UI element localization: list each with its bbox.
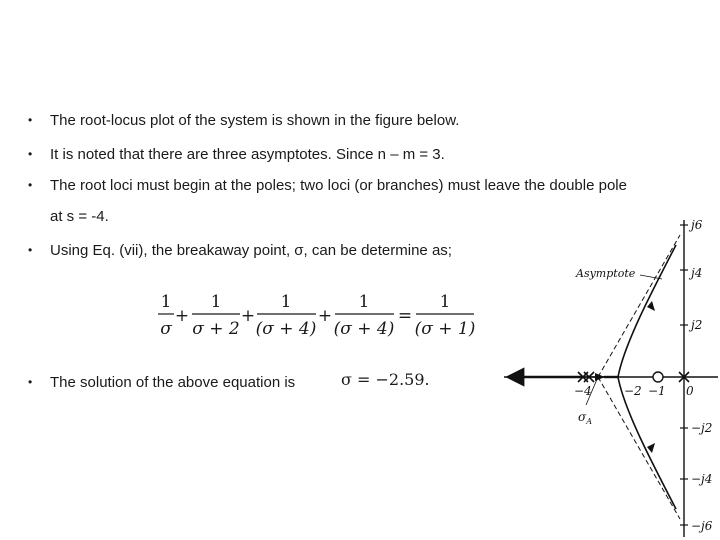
x-tick-label-neg2: −2 <box>624 384 642 398</box>
denominator: (σ + 1) <box>414 319 476 339</box>
bullet-item-5 <box>28 373 295 392</box>
denominator: σ + 2 <box>192 319 240 339</box>
operator: + <box>317 306 333 326</box>
operator: = <box>397 306 413 326</box>
numerator: 1 <box>160 292 172 312</box>
tick-label-neg-j2: −j2 <box>691 421 713 435</box>
zero-marker <box>653 372 663 382</box>
branch-arrow-upper <box>647 301 655 311</box>
x-tick-label-neg1: −1 <box>648 384 666 398</box>
tick-label-j4: j4 <box>691 266 703 280</box>
numerator: 1 <box>210 292 222 312</box>
denominator: (σ + 4) <box>255 319 317 339</box>
operator: + <box>174 306 190 326</box>
bullet-item-1 <box>28 111 459 130</box>
bullet-marker: • <box>28 178 33 192</box>
numerator: 1 <box>358 292 370 312</box>
tick-label-j2: j2 <box>691 318 703 332</box>
branch-arrow-lower <box>647 443 655 453</box>
bullet-text: The root-locus plot of the system is shown in the figure below. <box>50 112 460 129</box>
tick-label-neg-j4: −j4 <box>691 472 713 486</box>
bullet-item-3 <box>28 176 627 195</box>
operator: + <box>240 306 256 326</box>
bullet-marker: • <box>28 243 33 257</box>
x-tick-label-0: 0 <box>686 384 694 398</box>
asymptote-label: Asymptote <box>576 267 636 280</box>
root-locus-figure <box>500 215 720 540</box>
tick-label-neg-j6: −j6 <box>691 519 713 533</box>
bullet-text: The solution of the above equation is <box>50 374 296 391</box>
bullet-item-4 <box>28 241 452 260</box>
numerator: 1 <box>280 292 292 312</box>
bullet-text: The root loci must begin at the poles; two loci (or branches) must leave the double pole <box>50 177 627 194</box>
x-tick-label-neg4: −4 <box>574 384 592 398</box>
bullet-item-2 <box>28 145 445 164</box>
sigma-a-label: $\sigma_A$ <box>578 410 592 426</box>
bullet-text: It is noted that there are three asymptotes. Since n – m = 3. <box>50 146 445 163</box>
solution-equation: σ = −2.59. <box>341 370 430 389</box>
bullet-text: Using Eq. (vii), the breakaway point, σ, can be determine as; <box>50 242 452 259</box>
bullet-marker: • <box>28 113 33 127</box>
tick-label-j6: j6 <box>691 218 703 232</box>
bullet-marker: • <box>28 147 33 161</box>
denominator: σ <box>160 319 172 339</box>
breakaway-equation <box>156 290 486 342</box>
denominator: (σ + 4) <box>333 319 395 339</box>
bullet-continuation: at s = -4. <box>50 208 109 225</box>
bullet-marker: • <box>28 375 33 389</box>
numerator: 1 <box>439 292 451 312</box>
